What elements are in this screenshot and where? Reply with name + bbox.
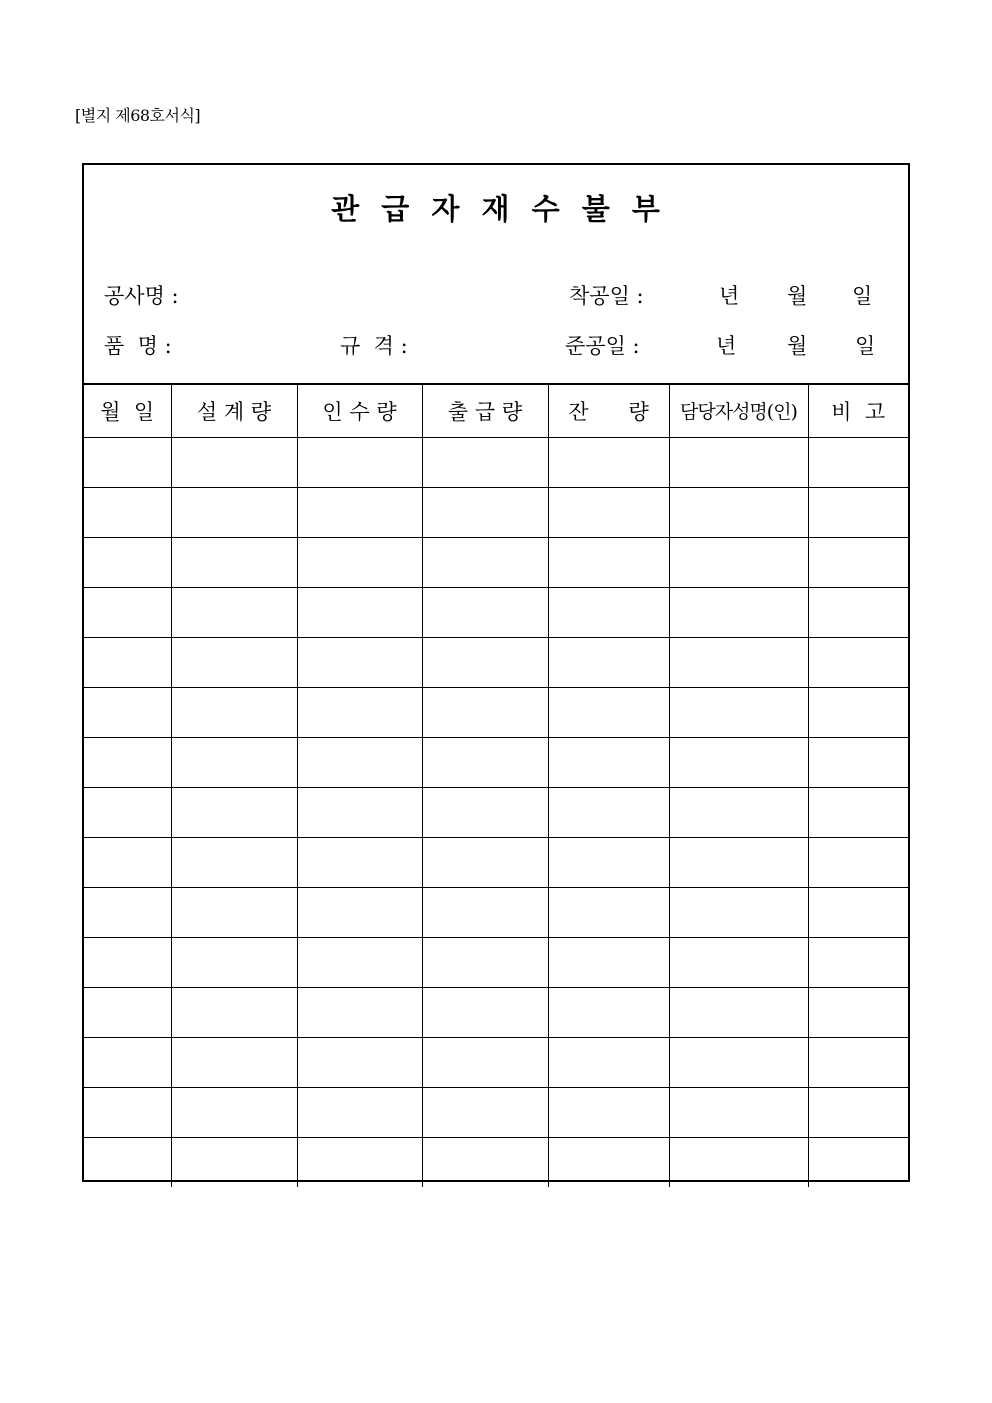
- table-cell[interactable]: [297, 1037, 422, 1087]
- table-cell[interactable]: [422, 837, 548, 887]
- table-cell[interactable]: [84, 637, 171, 687]
- table-cell[interactable]: [422, 887, 548, 937]
- table-cell[interactable]: [669, 537, 808, 587]
- form-number-label: [별지 제68호서식]: [75, 106, 201, 125]
- table-cell[interactable]: [422, 587, 548, 637]
- table-cell[interactable]: [84, 1087, 171, 1137]
- table-cell[interactable]: [171, 837, 297, 887]
- table-cell[interactable]: [297, 987, 422, 1037]
- table-cell[interactable]: [669, 437, 808, 487]
- table-cell[interactable]: [422, 687, 548, 737]
- table-cell[interactable]: [422, 987, 548, 1037]
- header-date: 월 일: [84, 384, 171, 437]
- table-row: [84, 887, 908, 937]
- table-header-row: [84, 384, 908, 437]
- table-cell[interactable]: [669, 837, 808, 887]
- table-cell[interactable]: [171, 787, 297, 837]
- start-date-label: 착공일 :: [569, 284, 644, 308]
- table-cell[interactable]: [669, 687, 808, 737]
- table-cell[interactable]: [422, 487, 548, 537]
- table-cell[interactable]: [548, 837, 669, 887]
- table-row: [84, 837, 908, 887]
- table-cell[interactable]: [84, 1137, 171, 1187]
- header-issued-quantity: 출 급 량: [422, 384, 548, 437]
- table-cell[interactable]: [669, 1137, 808, 1187]
- table-cell[interactable]: [808, 737, 908, 787]
- table-cell[interactable]: [669, 737, 808, 787]
- table-cell[interactable]: [808, 537, 908, 587]
- table-cell[interactable]: [171, 1037, 297, 1087]
- table-row: [84, 737, 908, 787]
- table-cell[interactable]: [297, 587, 422, 637]
- table-cell[interactable]: [84, 937, 171, 987]
- table-row: [84, 937, 908, 987]
- table-cell[interactable]: [171, 487, 297, 537]
- table-cell[interactable]: [548, 887, 669, 937]
- table-cell[interactable]: [297, 487, 422, 537]
- start-year-label: 년: [719, 284, 740, 308]
- table-cell[interactable]: [808, 987, 908, 1037]
- header-received-quantity: 인 수 량: [297, 384, 422, 437]
- table-cell[interactable]: [669, 937, 808, 987]
- table-cell[interactable]: [808, 587, 908, 637]
- table-row: [84, 1037, 908, 1087]
- table-cell[interactable]: [84, 887, 171, 937]
- table-cell[interactable]: [548, 537, 669, 587]
- table-cell[interactable]: [297, 687, 422, 737]
- table-cell[interactable]: [669, 1087, 808, 1137]
- project-name-label: 공사명 :: [104, 284, 179, 308]
- table-cell[interactable]: [548, 637, 669, 687]
- table-row: [84, 587, 908, 637]
- table-cell[interactable]: [808, 787, 908, 837]
- header-remarks: 비 고: [808, 384, 908, 437]
- table-cell[interactable]: [808, 487, 908, 537]
- table-cell[interactable]: [297, 1137, 422, 1187]
- table-cell[interactable]: [548, 487, 669, 537]
- table-cell[interactable]: [84, 537, 171, 587]
- table-cell[interactable]: [171, 687, 297, 737]
- table-row: [84, 637, 908, 687]
- table-cell[interactable]: [808, 887, 908, 937]
- table-cell[interactable]: [422, 1137, 548, 1187]
- end-date-label: 준공일 :: [565, 334, 640, 358]
- table-cell[interactable]: [548, 787, 669, 837]
- end-year-label: 년: [716, 334, 737, 358]
- table-cell[interactable]: [548, 587, 669, 637]
- table-cell[interactable]: [422, 1087, 548, 1137]
- table-row: [84, 537, 908, 587]
- table-cell[interactable]: [548, 1137, 669, 1187]
- start-day-label: 일: [852, 284, 873, 308]
- table-cell[interactable]: [297, 637, 422, 687]
- table-cell[interactable]: [171, 437, 297, 487]
- table-cell[interactable]: [422, 537, 548, 587]
- table-cell[interactable]: [171, 887, 297, 937]
- table-cell[interactable]: [669, 637, 808, 687]
- table-cell[interactable]: [297, 537, 422, 587]
- table-row: [84, 487, 908, 537]
- ledger-body: [84, 437, 908, 1187]
- table-cell[interactable]: [84, 787, 171, 837]
- table-cell[interactable]: [808, 1137, 908, 1187]
- ledger-table: [84, 383, 908, 1187]
- table-cell[interactable]: [669, 887, 808, 937]
- header-person-in-charge: 담당자성명(인): [669, 384, 808, 437]
- end-month-label: 월: [787, 334, 808, 358]
- table-row: [84, 1137, 908, 1187]
- table-cell[interactable]: [808, 1037, 908, 1087]
- table-cell[interactable]: [171, 987, 297, 1037]
- table-cell[interactable]: [808, 687, 908, 737]
- table-row: [84, 787, 908, 837]
- table-cell[interactable]: [171, 537, 297, 587]
- table-cell[interactable]: [669, 587, 808, 637]
- table-cell[interactable]: [422, 437, 548, 487]
- table-cell[interactable]: [548, 1037, 669, 1087]
- table-cell[interactable]: [669, 487, 808, 537]
- table-cell[interactable]: [808, 637, 908, 687]
- table-row: [84, 687, 908, 737]
- table-cell[interactable]: [171, 1087, 297, 1137]
- table-cell[interactable]: [422, 737, 548, 787]
- table-cell[interactable]: [548, 987, 669, 1037]
- table-cell[interactable]: [171, 1137, 297, 1187]
- table-cell[interactable]: [171, 737, 297, 787]
- spec-label: 규 격 :: [340, 334, 408, 358]
- table-cell[interactable]: [84, 487, 171, 537]
- start-month-label: 월: [787, 284, 808, 308]
- table-cell[interactable]: [171, 937, 297, 987]
- table-cell[interactable]: [297, 937, 422, 987]
- table-cell[interactable]: [84, 737, 171, 787]
- table-cell[interactable]: [297, 837, 422, 887]
- table-cell[interactable]: [171, 587, 297, 637]
- table-cell[interactable]: [297, 1087, 422, 1137]
- table-cell[interactable]: [297, 437, 422, 487]
- table-cell[interactable]: [422, 1037, 548, 1087]
- table-cell[interactable]: [808, 837, 908, 887]
- table-cell[interactable]: [808, 937, 908, 987]
- table-cell[interactable]: [297, 787, 422, 837]
- table-row: [84, 987, 908, 1037]
- table-cell[interactable]: [84, 687, 171, 737]
- table-cell[interactable]: [171, 637, 297, 687]
- table-cell[interactable]: [548, 1087, 669, 1137]
- table-cell[interactable]: [669, 1037, 808, 1087]
- table-cell[interactable]: [422, 937, 548, 987]
- table-cell[interactable]: [84, 437, 171, 487]
- table-cell[interactable]: [548, 937, 669, 987]
- table-cell[interactable]: [84, 587, 171, 637]
- form-title: 관 급 자 재 수 불 부: [331, 192, 661, 226]
- table-cell[interactable]: [548, 737, 669, 787]
- table-cell[interactable]: [297, 887, 422, 937]
- table-cell[interactable]: [297, 737, 422, 787]
- table-cell[interactable]: [669, 787, 808, 837]
- table-cell[interactable]: [808, 1087, 908, 1137]
- table-cell[interactable]: [548, 437, 669, 487]
- table-cell[interactable]: [808, 437, 908, 487]
- table-row: [84, 437, 908, 487]
- item-name-label: 품 명 :: [104, 334, 172, 358]
- table-cell[interactable]: [84, 1037, 171, 1087]
- table-cell[interactable]: [84, 987, 171, 1037]
- table-cell[interactable]: [669, 987, 808, 1037]
- table-cell[interactable]: [84, 837, 171, 887]
- table-cell[interactable]: [548, 687, 669, 737]
- end-day-label: 일: [855, 334, 876, 358]
- table-cell[interactable]: [422, 637, 548, 687]
- table-cell[interactable]: [422, 787, 548, 837]
- header-remaining-quantity: 잔 량: [548, 384, 669, 437]
- ledger-form-frame: [82, 163, 910, 1182]
- table-row: [84, 1087, 908, 1137]
- header-design-quantity: 설 계 량: [171, 384, 297, 437]
